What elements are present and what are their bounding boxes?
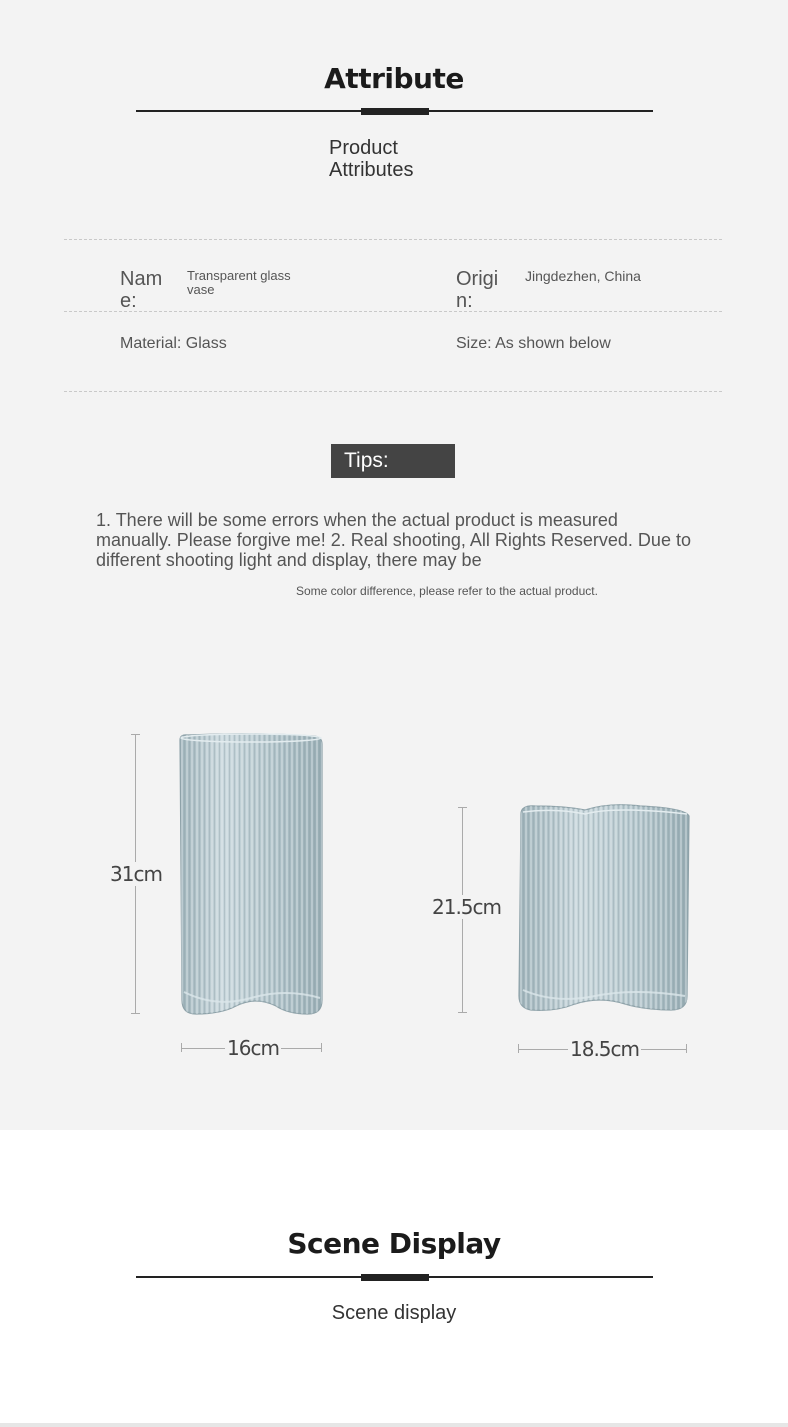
dimension-tick xyxy=(131,1013,140,1014)
table-divider xyxy=(64,391,722,392)
dimension-tick xyxy=(458,1012,467,1013)
scene-display-heading: Scene Display xyxy=(287,1227,501,1260)
attribute-heading: Attribute xyxy=(324,62,464,95)
heading-rule-accent xyxy=(361,108,429,115)
name-value-line-2: vase xyxy=(187,282,215,297)
scene-display-subheading: Scene display xyxy=(331,1302,457,1324)
name-label-line-2: e: xyxy=(120,290,137,312)
vase2-height-label: 21.5cm xyxy=(432,895,502,919)
dimension-tick xyxy=(458,807,467,808)
table-divider xyxy=(64,311,722,312)
tips-note: Some color difference, please refer to the actual product. xyxy=(296,584,598,598)
origin-value: Jingdezhen, China xyxy=(525,268,641,284)
tips-text: 1. There will be some errors when the actual product is measured manually. Please forgive me! 2. Real shooting, All Rights Reserved. Due to different shooting light and display, there may be xyxy=(96,510,691,570)
subheading-line-1: Product xyxy=(329,137,398,159)
origin-label-line-1: Origi xyxy=(456,268,499,290)
origin-label-line-2: n: xyxy=(456,290,473,312)
dimension-tick xyxy=(321,1043,322,1052)
tips-badge: Tips: xyxy=(331,444,455,478)
dimension-tick xyxy=(686,1044,687,1053)
name-label-line-1: Nam xyxy=(120,268,163,290)
dimension-tick xyxy=(518,1044,519,1053)
material-value: Material: Glass xyxy=(120,335,227,352)
size-value: Size: As shown below xyxy=(456,335,611,352)
vase2-width-label: 18.5cm xyxy=(570,1037,640,1061)
dimension-tick xyxy=(181,1043,182,1052)
product-attributes-subheading xyxy=(329,137,413,181)
origin-label xyxy=(456,268,498,312)
name-value xyxy=(187,269,291,297)
name-value-line-1: Transparent glass xyxy=(187,268,291,283)
tall-vase-image xyxy=(176,730,326,1020)
heading-rule-accent xyxy=(361,1274,429,1281)
vase1-height-label: 31cm xyxy=(110,862,162,886)
short-vase-image xyxy=(515,800,693,1018)
name-label xyxy=(120,268,162,312)
dimension-tick xyxy=(131,734,140,735)
vase1-width-label: 16cm xyxy=(227,1036,279,1060)
scene-image-edge xyxy=(0,1423,788,1427)
table-divider xyxy=(64,239,722,240)
subheading-line-2: Attributes xyxy=(329,159,414,181)
